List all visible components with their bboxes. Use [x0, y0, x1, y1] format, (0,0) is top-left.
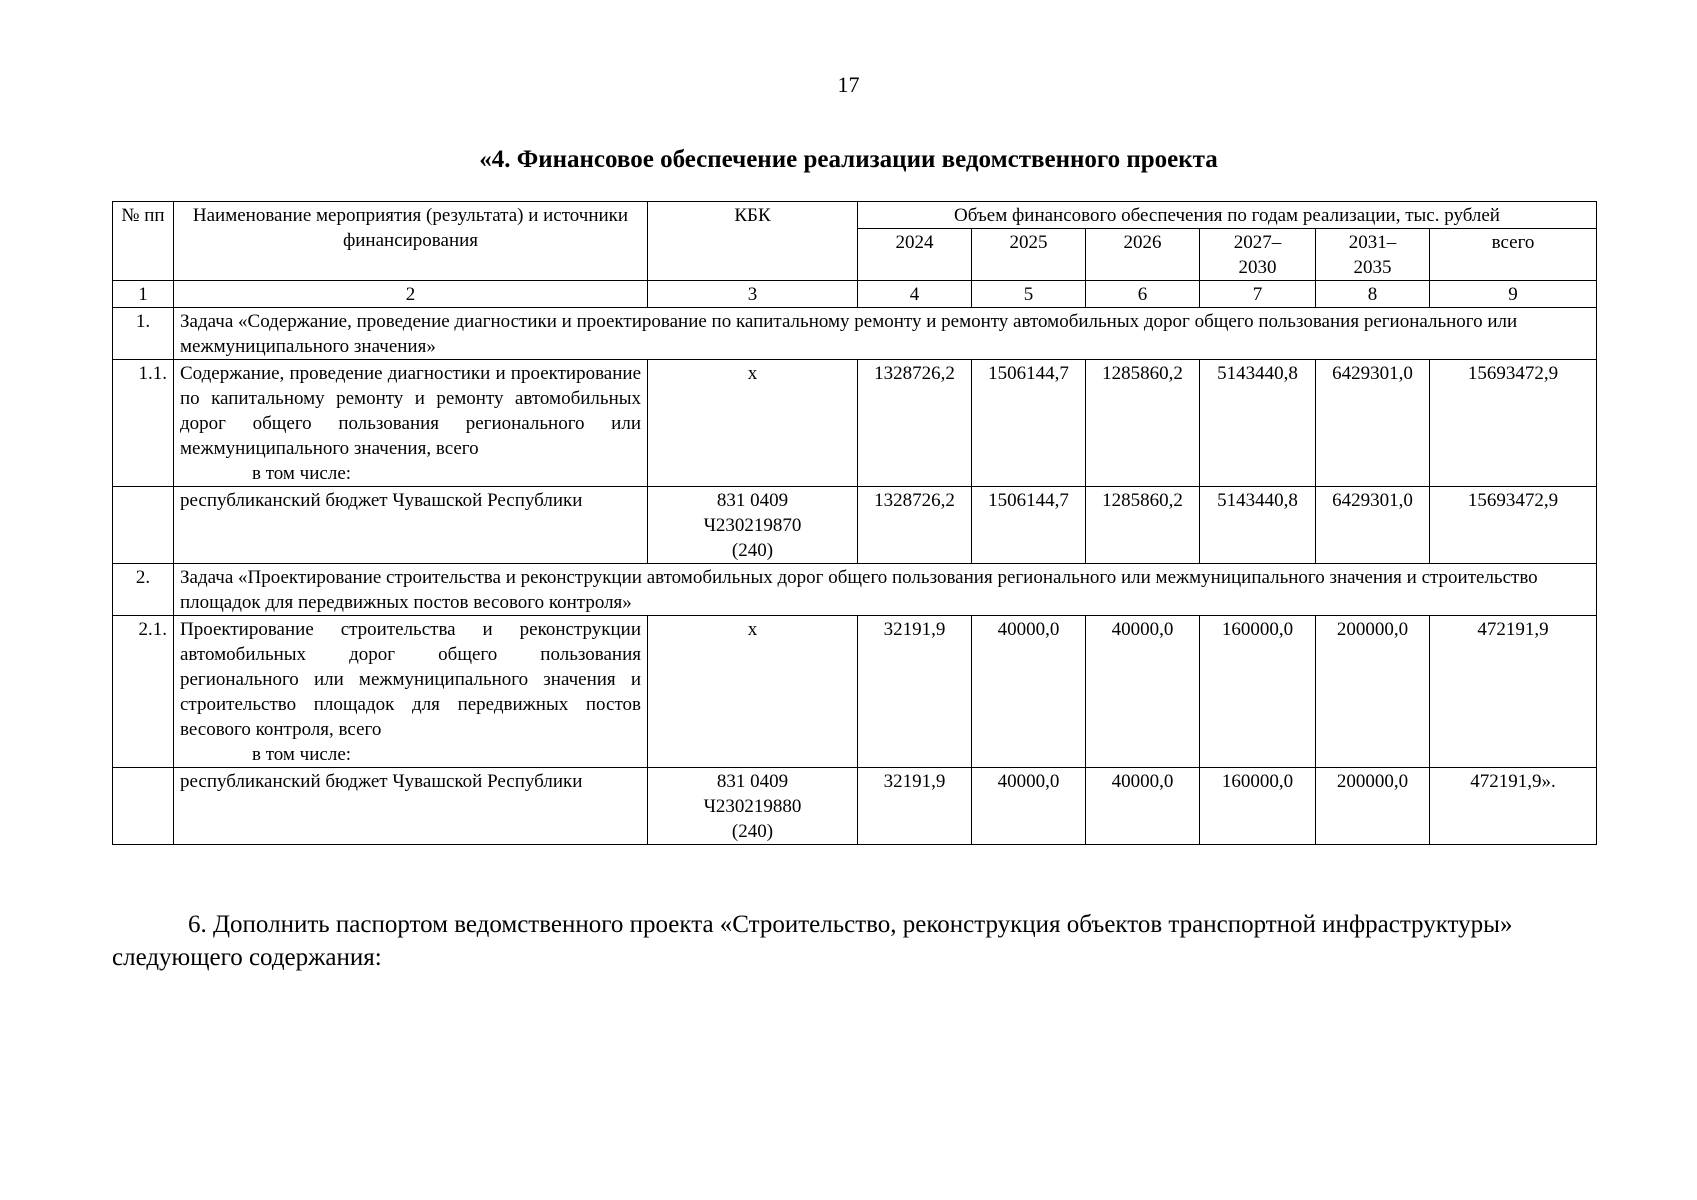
header-year-2027-2030: 2027–2030 — [1200, 229, 1316, 281]
task-title: Задача «Содержание, проведение диагностики и проектирование по капитальному ремонту и ремонту автомобильных дорог общего пользования регионального или межмуниципального значения» — [174, 308, 1597, 360]
value-2027-2030: 160000,0 — [1200, 768, 1316, 845]
value-2024: 1328726,2 — [858, 360, 972, 487]
header-num: № пп — [113, 202, 174, 281]
task-title: Задача «Проектирование строительства и реконструкции автомобильных дорог общего пользования регионального или межмуниципального значения и строительство площадок для передвижных постов весового контроля» — [174, 564, 1597, 616]
body-paragraph — [112, 908, 1596, 974]
kbk-line: 831 0409 — [716, 490, 789, 511]
value-total: 472191,9». — [1430, 768, 1597, 845]
header-row — [113, 202, 1597, 229]
source-number — [113, 768, 174, 845]
value-2026: 1285860,2 — [1086, 360, 1200, 487]
header-volume: Объем финансового обеспечения по годам реализации, тыс. рублей — [858, 202, 1597, 229]
item-name-cell — [174, 616, 648, 768]
task-number: 1. — [113, 308, 174, 360]
value-2031-2035: 6429301,0 — [1316, 487, 1430, 564]
col-number: 4 — [858, 281, 972, 308]
source-number — [113, 487, 174, 564]
paragraph-line: следующего содержания: — [112, 944, 382, 971]
header-year-2031-2035: 2031–2035 — [1316, 229, 1430, 281]
value-total: 15693472,9 — [1430, 360, 1597, 487]
value-2025: 40000,0 — [972, 616, 1086, 768]
task-row — [113, 308, 1597, 360]
kbk-line: (240) — [731, 540, 774, 561]
item-including: в том числе: — [252, 463, 352, 484]
item-row — [113, 616, 1597, 768]
col-number: 9 — [1430, 281, 1597, 308]
value-2031-2035: 6429301,0 — [1316, 360, 1430, 487]
item-name: Проектирование строительства и реконструкции автомобильных дорог общего пользования регионального или межмуниципального значения и строительство площадок для передвижных постов весового контроля, всего — [180, 619, 641, 740]
value-2024: 32191,9 — [858, 616, 972, 768]
col-number: 7 — [1200, 281, 1316, 308]
value-2025: 1506144,7 — [972, 487, 1086, 564]
source-name: республиканский бюджет Чувашской Республики — [174, 487, 648, 564]
source-kbk — [648, 768, 858, 845]
header-year-2025: 2025 — [972, 229, 1086, 281]
source-row — [113, 487, 1597, 564]
task-number: 2. — [113, 564, 174, 616]
value-2024: 32191,9 — [858, 768, 972, 845]
value-2026: 40000,0 — [1086, 768, 1200, 845]
col-number: 5 — [972, 281, 1086, 308]
col-number: 1 — [113, 281, 174, 308]
value-2027-2030: 160000,0 — [1200, 616, 1316, 768]
col-number: 3 — [648, 281, 858, 308]
value-2027-2030: 5143440,8 — [1200, 487, 1316, 564]
value-2031-2035: 200000,0 — [1316, 616, 1430, 768]
kbk-line: Ч230219880 — [703, 796, 802, 817]
col-number: 8 — [1316, 281, 1430, 308]
item-number: 1.1. — [113, 360, 174, 487]
value-total: 472191,9 — [1430, 616, 1597, 768]
item-including: в том числе: — [252, 744, 352, 765]
value-2025: 1506144,7 — [972, 360, 1086, 487]
header-kbk: КБК — [648, 202, 858, 281]
item-row — [113, 360, 1597, 487]
value-2027-2030: 5143440,8 — [1200, 360, 1316, 487]
value-2031-2035: 200000,0 — [1316, 768, 1430, 845]
header-name: Наименование мероприятия (результата) и источники финансирования — [174, 202, 648, 281]
item-kbk: х — [648, 616, 858, 768]
item-name: Содержание, проведение диагностики и проектирование по капитальному ремонту и ремонту автомобильных дорог общего пользования регионального или межмуниципального значения, всего — [180, 363, 641, 459]
value-total: 15693472,9 — [1430, 487, 1597, 564]
header-year-2026: 2026 — [1086, 229, 1200, 281]
source-name: республиканский бюджет Чувашской Республики — [174, 768, 648, 845]
column-numbers-row — [113, 281, 1597, 308]
item-kbk: х — [648, 360, 858, 487]
value-2026: 1285860,2 — [1086, 487, 1200, 564]
item-number: 2.1. — [113, 616, 174, 768]
source-row — [113, 768, 1597, 845]
kbk-line: 831 0409 — [716, 771, 789, 792]
value-2026: 40000,0 — [1086, 616, 1200, 768]
item-name-cell — [174, 360, 648, 487]
value-2024: 1328726,2 — [858, 487, 972, 564]
col-number: 6 — [1086, 281, 1200, 308]
header-total: всего — [1430, 229, 1597, 281]
page-number: 17 — [837, 72, 860, 97]
financing-table — [112, 201, 1597, 845]
source-kbk — [648, 487, 858, 564]
task-row — [113, 564, 1597, 616]
value-2025: 40000,0 — [972, 768, 1086, 845]
section-heading: «4. Финансовое обеспечение реализации ведомственного проекта — [479, 146, 1218, 173]
paragraph-line: 6. Дополнить паспортом ведомственного проекта «Строительство, реконструкция объектов транспортной инфраструктуры» — [188, 911, 1513, 938]
header-year-2024: 2024 — [858, 229, 972, 281]
kbk-line: (240) — [731, 821, 774, 842]
col-number: 2 — [174, 281, 648, 308]
kbk-line: Ч230219870 — [703, 515, 802, 536]
